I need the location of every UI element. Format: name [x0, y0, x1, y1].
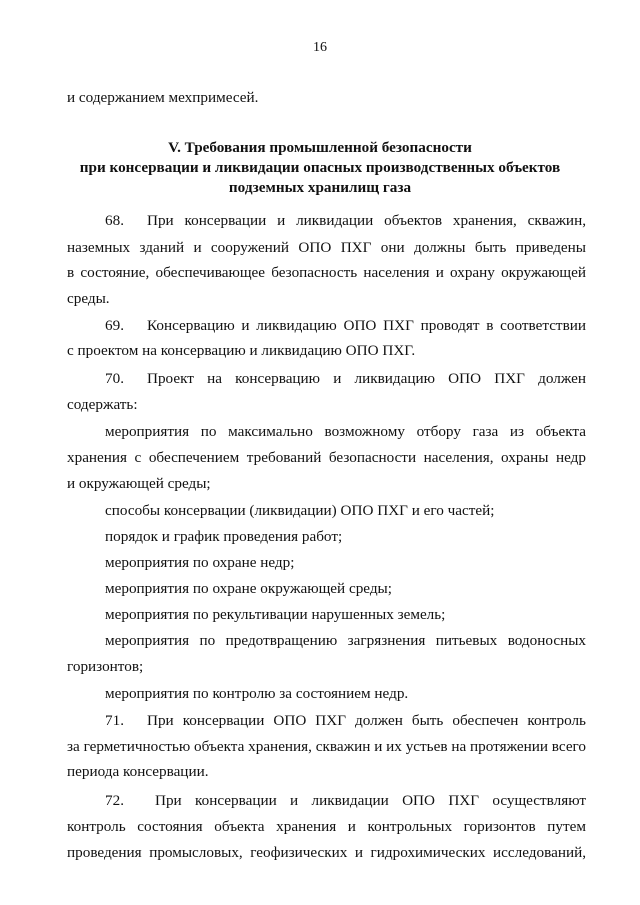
paragraph-line: периода консервации. [67, 763, 209, 780]
paragraph-line: При консервации ОПО ПХГ должен быть обеспечен контроль [147, 712, 586, 729]
paragraph-number: 68. [105, 212, 124, 229]
list-item-line: и окружающей среды; [67, 475, 211, 492]
paragraph-number: 70. [105, 370, 124, 387]
list-item: порядок и график проведения работ; [105, 528, 343, 545]
paragraph-line: среды. [67, 290, 110, 307]
paragraph-line: Консервацию и ликвидацию ОПО ПХГ проводят в соответствии [147, 317, 586, 334]
section-title-line: подземных хранилищ газа [228, 179, 412, 196]
paragraph-line: При консервации и ликвидации объектов хранения, скважин, [147, 212, 586, 229]
list-item-line: горизонтов; [67, 658, 144, 675]
list-item: мероприятия по охране недр; [105, 554, 295, 571]
list-item: способы консервации (ликвидации) ОПО ПХГ и его частей; [105, 502, 495, 519]
list-item-line: хранения с обеспечением требований безопасности населения, охраны недр [67, 449, 586, 466]
list-item-line: мероприятия по предотвращению загрязнения питьевых водоносных [105, 632, 586, 649]
list-item-line: мероприятия по максимально возможному отбору газа из объекта [105, 423, 586, 440]
paragraph-line: Проект на консервацию и ликвидацию ОПО ПХГ должен [147, 370, 586, 387]
list-item: мероприятия по охране окружающей среды; [105, 580, 392, 597]
lead-line: и содержанием мехпримесей. [67, 89, 259, 106]
paragraph-number: 69. [105, 317, 124, 334]
paragraph-line: При консервации и ликвидации ОПО ПХГ осуществляют [155, 792, 586, 809]
paragraph-line: за герметичностью объекта хранения, скважин и их устьев на протяжении всего [67, 738, 586, 755]
list-item: мероприятия по контролю за состоянием недр. [105, 685, 409, 702]
paragraph-number: 71. [105, 712, 124, 729]
paragraph-line: проведения промысловых, геофизических и гидрохимических исследований, [67, 844, 586, 861]
paragraph-line: содержать: [67, 396, 138, 413]
paragraph-line: контроль состояния объекта хранения и контрольных горизонтов путем [67, 818, 586, 835]
paragraph-line: в состояние, обеспечивающее безопасность населения и охрану окружающей [67, 264, 586, 281]
paragraph-line: наземных зданий и сооружений ОПО ПХГ они должны быть приведены [67, 239, 586, 256]
section-title-line: V. Требования промышленной безопасности [168, 139, 472, 156]
list-item: мероприятия по рекультивации нарушенных земель; [105, 606, 446, 623]
paragraph-line: с проектом на консервацию и ликвидацию ОПО ПХГ. [67, 342, 416, 359]
paragraph-number: 72. [105, 792, 124, 809]
section-title-line: при консервации и ликвидации опасных производственных объектов [79, 159, 561, 176]
page-number: 16 [313, 40, 327, 55]
